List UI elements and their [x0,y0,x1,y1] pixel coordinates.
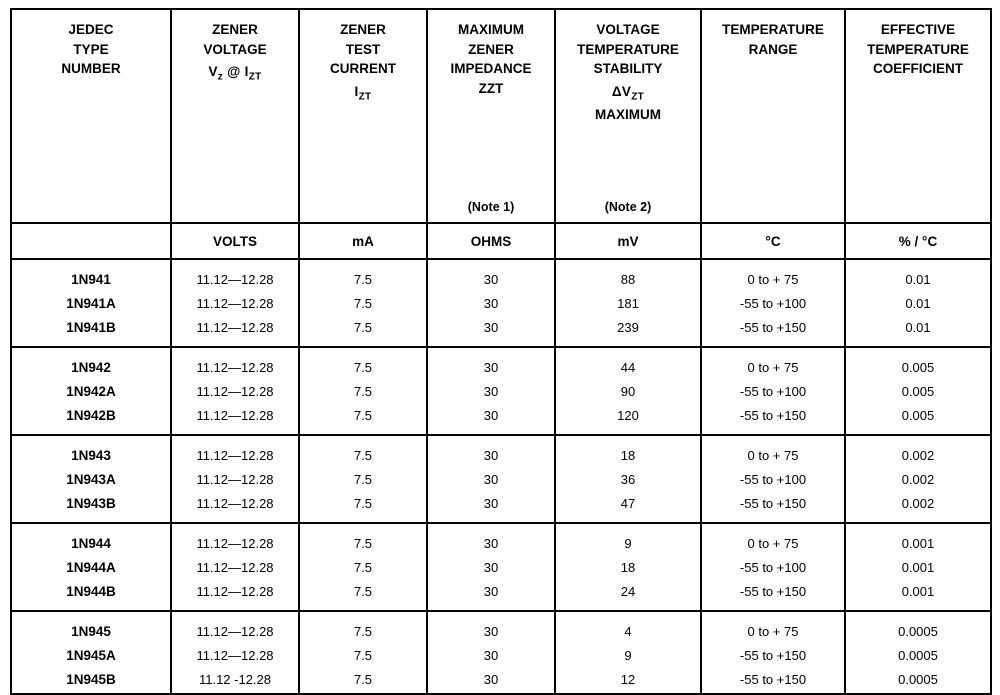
cell-range: -55 to +100 [701,467,845,491]
header-temperature-range [701,9,845,223]
cell-voltage: 11.12—12.28 [171,291,299,315]
header-zener-voltage [171,9,299,223]
cell-current: 7.5 [299,291,427,315]
table-row [11,491,991,523]
header-jedec-type-number [11,9,171,223]
cell-current: 7.5 [299,379,427,403]
cell-impedance: 30 [427,643,555,667]
header-line: STABILITY [593,61,663,77]
cell-range: -55 to +100 [701,379,845,403]
table-row [11,379,991,403]
cell-voltage: 11.12—12.28 [171,467,299,491]
cell-coefficient: 0.01 [845,259,991,291]
header-line: IMPEDANCE [450,61,532,77]
cell-stability: 88 [555,259,701,291]
table-row [11,315,991,347]
header-line: VOLTAGE [203,41,267,57]
cell-type: 1N944B [11,579,171,611]
header-line: RANGE [748,41,798,57]
cell-coefficient: 0.002 [845,467,991,491]
units-row [11,223,991,259]
header-maximum-zener-impedance [427,9,555,223]
cell-stability: 18 [555,435,701,467]
unit-cell-volts: VOLTS [171,223,299,259]
header-note-2: (Note 2) [604,199,652,214]
table-row [11,611,991,643]
cell-coefficient: 0.0005 [845,643,991,667]
cell-impedance: 30 [427,667,555,694]
cell-current: 7.5 [299,523,427,555]
cell-type: 1N943 [11,435,171,467]
header-line: COEFFICIENT [873,61,963,77]
cell-current: 7.5 [299,611,427,643]
unit-cell-type [11,223,171,259]
header-row [11,9,991,223]
cell-current: 7.5 [299,315,427,347]
cell-range: -55 to +150 [701,643,845,667]
cell-current: 7.5 [299,667,427,694]
cell-range: -55 to +150 [701,403,845,435]
cell-voltage: 11.12—12.28 [171,523,299,555]
header-line: ZENER [468,41,514,57]
cell-current: 7.5 [299,467,427,491]
cell-current: 7.5 [299,347,427,379]
cell-current: 7.5 [299,435,427,467]
header-line: TYPE [73,41,109,57]
cell-impedance: 30 [427,315,555,347]
header-line: TEMPERATURE [577,41,679,57]
cell-impedance: 30 [427,291,555,315]
header-symbol-izt: $I_{ZT}$ [354,83,372,103]
cell-coefficient: 0.01 [845,315,991,347]
cell-type: 1N941 [11,259,171,291]
cell-voltage: 11.12—12.28 [171,379,299,403]
zener-specification-table [10,8,992,695]
cell-impedance: 30 [427,523,555,555]
table-row [11,291,991,315]
header-line: ZZT [478,80,504,96]
cell-impedance: 30 [427,611,555,643]
cell-range: 0 to + 75 [701,523,845,555]
cell-stability: 9 [555,523,701,555]
cell-coefficient: 0.01 [845,291,991,315]
table-row [11,467,991,491]
cell-current: 7.5 [299,259,427,291]
cell-current: 7.5 [299,403,427,435]
cell-stability: 181 [555,291,701,315]
cell-stability: 9 [555,643,701,667]
cell-voltage: 11.12—12.28 [171,579,299,611]
unit-cell-mv: mV [555,223,701,259]
cell-voltage: 11.12—12.28 [171,435,299,467]
cell-current: 7.5 [299,579,427,611]
cell-voltage: 11.12 -12.28 [171,667,299,694]
cell-type: 1N945 [11,611,171,643]
cell-type: 1N943B [11,491,171,523]
header-line: MAXIMUM [458,22,524,37]
cell-type: 1N945B [11,667,171,694]
cell-current: 7.5 [299,643,427,667]
cell-range: -55 to +100 [701,555,845,579]
cell-range: -55 to +100 [701,291,845,315]
header-symbol-delta-vzt: $\Delta V_{ZT}$ [611,83,645,103]
table-body [11,259,991,694]
unit-cell-ohms: OHMS [427,223,555,259]
cell-current: 7.5 [299,555,427,579]
cell-voltage: 11.12—12.28 [171,403,299,435]
unit-cell-celsius: °C [701,223,845,259]
table-row [11,667,991,694]
cell-impedance: 30 [427,555,555,579]
cell-type: 1N942B [11,403,171,435]
cell-coefficient: 0.0005 [845,667,991,694]
cell-coefficient: 0.005 [845,403,991,435]
cell-stability: 36 [555,467,701,491]
cell-coefficient: 0.002 [845,435,991,467]
cell-coefficient: 0.005 [845,347,991,379]
header-zener-test-current [299,9,427,223]
cell-range: -55 to +150 [701,491,845,523]
table-header [11,9,991,259]
cell-type: 1N944A [11,555,171,579]
table-row [11,347,991,379]
cell-impedance: 30 [427,435,555,467]
cell-impedance: 30 [427,259,555,291]
cell-impedance: 30 [427,491,555,523]
cell-stability: 4 [555,611,701,643]
cell-coefficient: 0.001 [845,579,991,611]
header-line: TEMPERATURE [867,41,969,57]
table-row [11,555,991,579]
unit-cell-ma: mA [299,223,427,259]
cell-type: 1N942 [11,347,171,379]
cell-coefficient: 0.0005 [845,611,991,643]
cell-impedance: 30 [427,579,555,611]
cell-stability: 24 [555,579,701,611]
header-line: ZENER [340,22,386,37]
cell-stability: 18 [555,555,701,579]
cell-stability: 47 [555,491,701,523]
cell-type: 1N941B [11,315,171,347]
cell-coefficient: 0.001 [845,555,991,579]
header-line: EFFECTIVE [880,22,956,37]
cell-type: 1N941A [11,291,171,315]
table-row [11,403,991,435]
cell-voltage: 11.12—12.28 [171,347,299,379]
cell-stability: 44 [555,347,701,379]
header-line: JEDEC [68,22,114,37]
cell-range: 0 to + 75 [701,435,845,467]
header-line: NUMBER [61,61,121,77]
cell-voltage: 11.12—12.28 [171,555,299,579]
cell-stability: 120 [555,403,701,435]
table-row [11,435,991,467]
cell-stability: 239 [555,315,701,347]
header-voltage-temperature-stability [555,9,701,223]
cell-voltage: 11.12—12.28 [171,315,299,347]
header-line: TEST [345,41,381,57]
header-line-maximum: MAXIMUM [595,106,661,122]
cell-voltage: 11.12—12.28 [171,259,299,291]
header-symbol-vz-at-izt: $V_z$ @ $I_{ZT}$ [208,64,262,83]
cell-range: -55 to +150 [701,579,845,611]
cell-stability: 12 [555,667,701,694]
header-line: TEMPERATURE [722,22,824,37]
cell-impedance: 30 [427,379,555,403]
table-row [11,259,991,291]
cell-range: -55 to +150 [701,315,845,347]
table-row [11,643,991,667]
cell-type: 1N944 [11,523,171,555]
header-line: CURRENT [330,61,396,77]
table-row [11,523,991,555]
cell-range: -55 to +150 [701,667,845,694]
unit-cell-percent-per-celsius: % / °C [845,223,991,259]
cell-type: 1N943A [11,467,171,491]
cell-voltage: 11.12—12.28 [171,611,299,643]
cell-voltage: 11.12—12.28 [171,643,299,667]
cell-impedance: 30 [427,403,555,435]
cell-range: 0 to + 75 [701,347,845,379]
header-line: ZENER [212,22,258,37]
cell-voltage: 11.12—12.28 [171,491,299,523]
header-effective-temperature-coefficient [845,9,991,223]
cell-impedance: 30 [427,347,555,379]
cell-range: 0 to + 75 [701,259,845,291]
cell-coefficient: 0.002 [845,491,991,523]
header-line: VOLTAGE [596,22,660,37]
cell-type: 1N945A [11,643,171,667]
cell-type: 1N942A [11,379,171,403]
header-note-1: (Note 1) [467,199,515,214]
cell-impedance: 30 [427,467,555,491]
cell-range: 0 to + 75 [701,611,845,643]
cell-coefficient: 0.001 [845,523,991,555]
cell-coefficient: 0.005 [845,379,991,403]
cell-current: 7.5 [299,491,427,523]
cell-stability: 90 [555,379,701,403]
table-row [11,579,991,611]
